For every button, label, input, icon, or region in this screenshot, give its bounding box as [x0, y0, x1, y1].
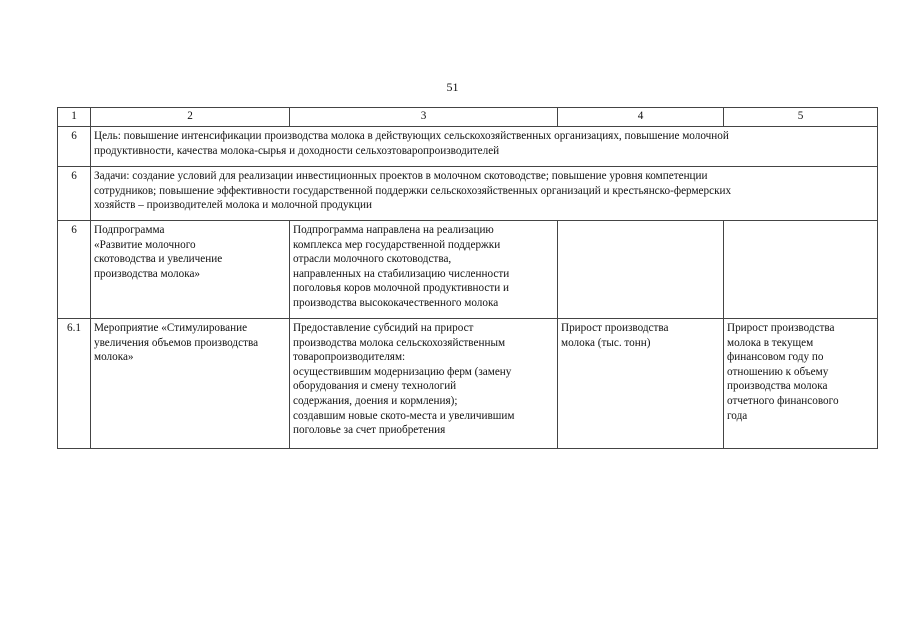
subprogram-indicator-description — [724, 221, 878, 319]
row-number: 6 — [58, 167, 91, 221]
subprogram-row — [58, 221, 878, 319]
header-cell: 4 — [558, 108, 724, 127]
header-cell: 3 — [290, 108, 558, 127]
subprogram-description: Подпрограмма направлена на реализацию комплекса мер государственной поддержки отрасли молочного скотоводства, направленных на стабилизацию численности поголовья коров молочной продуктивности и производства высококачественного молока — [290, 221, 558, 319]
measure-row — [58, 319, 878, 449]
row-number: 6 — [58, 127, 91, 167]
measure-name: Мероприятие «Стимулирование увеличения объемов производства молока» — [91, 319, 290, 449]
header-cell: 2 — [91, 108, 290, 127]
tasks-text: Задачи: создание условий для реализации инвестиционных проектов в молочном скотоводстве; повышение уровня компетенции сотрудников; повышение эффективности государственной поддержки сельскохозяйственных организаций и крестьянско-фермерских хозяйств – производителей молока и молочной продукции — [91, 167, 878, 221]
header-cell: 1 — [58, 108, 91, 127]
goal-text: Цель: повышение интенсификации производства молока в действующих сельскохозяйственных организациях, повышение молочной продуктивности, качества молока-сырья и доходности сельхозтоваропроизводителей — [91, 127, 878, 167]
measure-description: Предоставление субсидий на прирост производства молока сельскохозяйственным товаропроизводителям: осуществившим модернизацию ферм (замену оборудования и смену технологий содержания, доения и кормления); создавшим новые ското-места и увеличившим поголовье за счет приобретения — [290, 319, 558, 449]
row-number: 6.1 — [58, 319, 91, 449]
subprogram-indicator — [558, 221, 724, 319]
goal-row — [58, 127, 878, 167]
measure-indicator: Прирост производства молока (тыс. тонн) — [558, 319, 724, 449]
subprogram-name: Подпрограмма «Развитие молочного скотоводства и увеличение производства молока» — [91, 221, 290, 319]
table-header-row — [58, 108, 878, 127]
page-number: 51 — [446, 80, 459, 94]
tasks-row — [58, 167, 878, 221]
header-cell: 5 — [724, 108, 878, 127]
program-table — [57, 107, 878, 449]
measure-indicator-description: Прирост производства молока в текущем финансовом году по отношению к объему производства молока отчетного финансового года — [724, 319, 878, 449]
row-number: 6 — [58, 221, 91, 319]
